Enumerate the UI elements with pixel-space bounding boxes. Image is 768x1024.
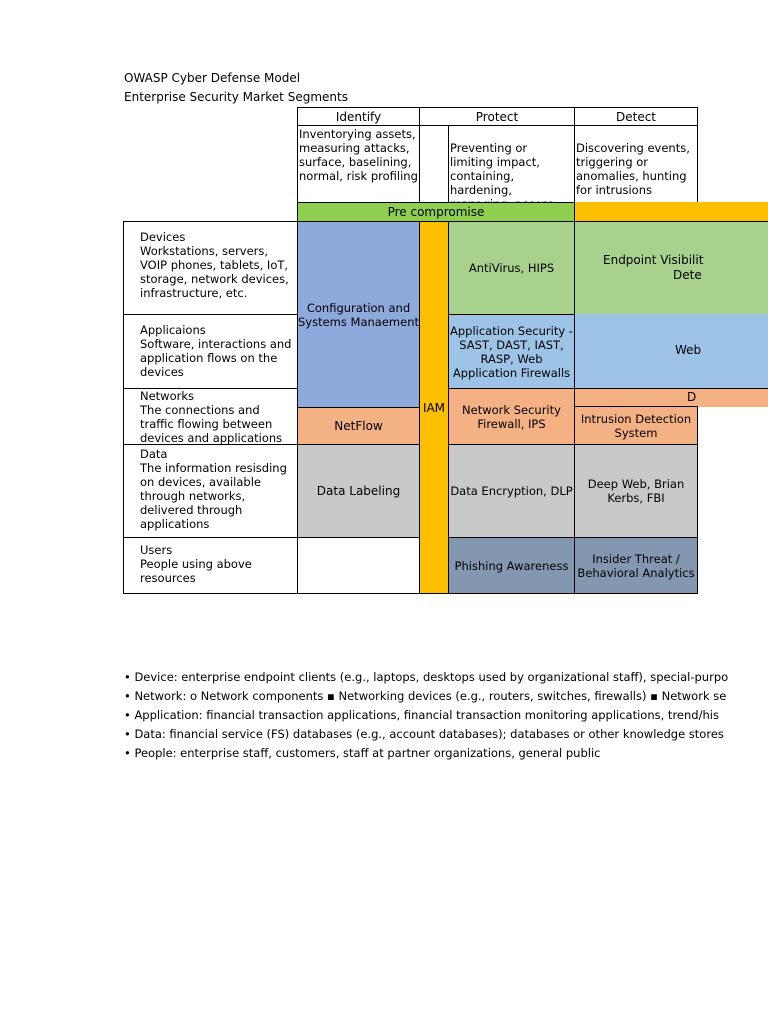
deep-web-cell: Deep Web, Brian Kerbs, FBI bbox=[574, 444, 698, 538]
d-detect-cell bbox=[574, 388, 768, 407]
description-spacer bbox=[419, 125, 449, 203]
d-detect-label: D bbox=[687, 390, 697, 404]
users-identify-empty-cell bbox=[297, 537, 420, 594]
iam-cell: IAM bbox=[419, 221, 449, 594]
row-networks-desc: The connections and traffic flowing between devices and applications bbox=[140, 403, 283, 445]
endpoint-visibility-label: Endpoint Visibilit bbox=[603, 253, 704, 267]
row-users-desc: People using above resources bbox=[140, 557, 252, 585]
row-devices-desc: Workstations, servers, VOIP phones, tablets, IoT, storage, network devices, infrastructure, etc. bbox=[140, 244, 289, 300]
row-devices bbox=[123, 221, 298, 315]
column-header-detect: Detect bbox=[574, 107, 698, 126]
antivirus-cell: AntiVirus, HIPS bbox=[448, 221, 575, 315]
row-applications-title: Applicaions bbox=[140, 323, 206, 337]
network-security-cell: Network Security Firewall, IPS bbox=[448, 388, 575, 445]
data-labeling-cell: Data Labeling bbox=[297, 444, 420, 538]
document-subtitle: Enterprise Security Market Segments bbox=[124, 90, 348, 104]
row-applications-desc: Software, interactions and application flows on the devices bbox=[140, 337, 292, 379]
column-header-protect: Protect bbox=[419, 107, 575, 126]
netflow-cell: NetFlow bbox=[297, 407, 420, 445]
row-users bbox=[123, 537, 298, 594]
pre-compromise-bar: Pre compromise bbox=[297, 202, 575, 222]
insider-threat-cell: Insider Threat / Behavioral Analytics bbox=[574, 537, 698, 594]
row-networks bbox=[123, 388, 298, 445]
row-networks-title: Networks bbox=[140, 389, 195, 403]
column-header-identify: Identify bbox=[297, 107, 420, 126]
row-data-title: Data bbox=[140, 447, 168, 461]
row-users-title: Users bbox=[140, 543, 173, 557]
bullet-data: • Data: financial service (FS) databases (e.g., account databases); databases or other knowledge stores bbox=[124, 727, 724, 741]
endpoint-visibility-cell bbox=[574, 221, 768, 315]
identify-description: Inventorying assets, measuring attacks, surface, baselining, normal, risk profiling bbox=[297, 125, 420, 203]
protect-description: Preventing or limiting impact, containing, hardening, bbox=[448, 125, 575, 203]
document-title: OWASP Cyber Defense Model bbox=[124, 71, 301, 85]
application-security-cell: Application Security - SAST, DAST, IAST, RASP, Web Application Firewalls bbox=[448, 314, 575, 389]
post-compromise-bar bbox=[575, 202, 768, 222]
web-detect-cell bbox=[574, 314, 768, 389]
detect-description: Discovering events, triggering or anomalies, hunting for intrusions bbox=[574, 125, 698, 203]
web-detect-label: Web bbox=[675, 343, 702, 357]
row-data-desc: The information resisding on devices, available through networks, delivered through applications bbox=[140, 461, 287, 531]
bullet-application: • Application: financial transaction applications, financial transaction monitoring applications, trend/his bbox=[124, 708, 719, 722]
row-devices-title: Devices bbox=[140, 230, 186, 244]
bullet-network: • Network: o Network components ▪ Networking devices (e.g., routers, switches, firewalls) ▪ Network se bbox=[124, 689, 727, 703]
definition-bullets bbox=[124, 668, 768, 763]
bullet-device: • Device: enterprise endpoint clients (e.g., laptops, desktops used by organizational staff), special-purpo bbox=[124, 670, 729, 684]
config-management-cell: Configuration and Systems Manaement bbox=[297, 221, 420, 408]
intrusion-detection-cell: Intrusion Detection System bbox=[574, 406, 698, 445]
endpoint-detection-label: Dete bbox=[673, 268, 702, 282]
bullet-people: • People: enterprise staff, customers, staff at partner organizations, general public bbox=[124, 746, 601, 760]
row-applications bbox=[123, 314, 298, 389]
data-encryption-cell: Data Encryption, DLP bbox=[448, 444, 575, 538]
row-data bbox=[123, 444, 298, 538]
phishing-awareness-cell: Phishing Awareness bbox=[448, 537, 575, 594]
